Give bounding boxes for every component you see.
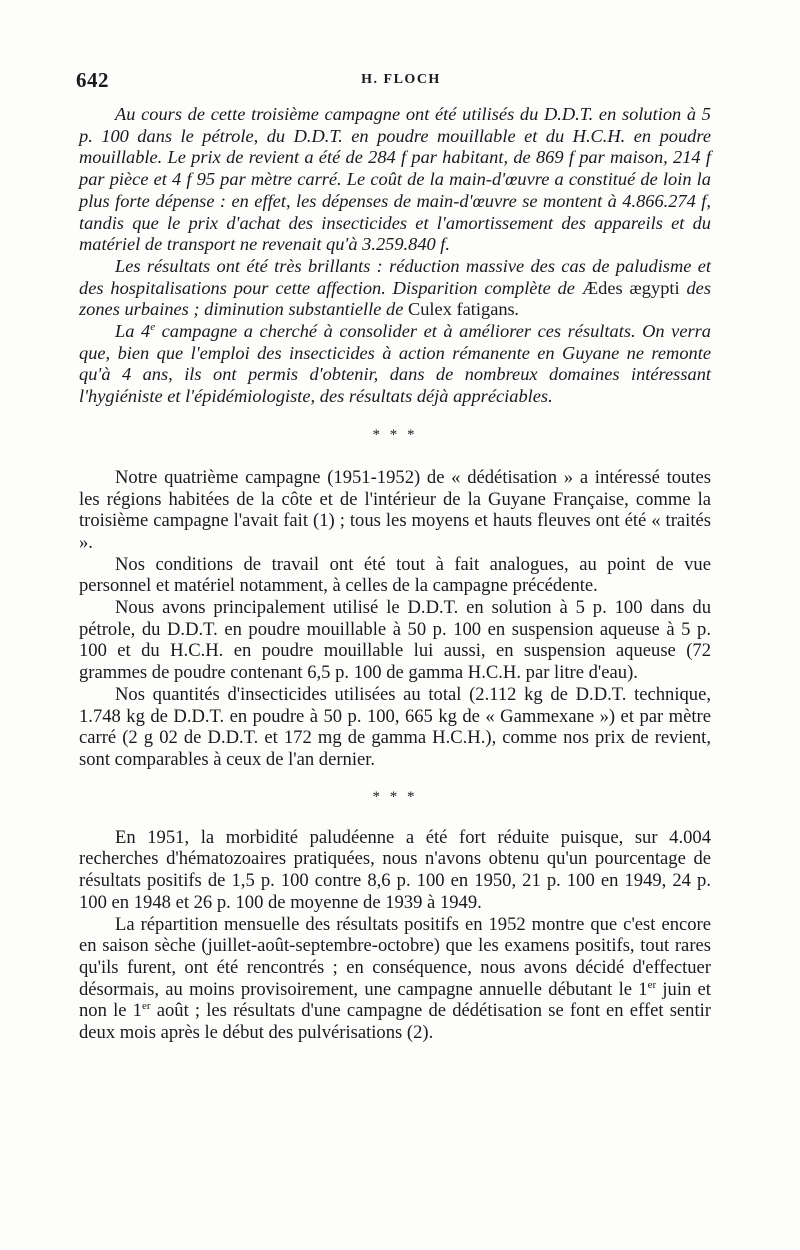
paragraph-work-conditions: Nos conditions de travail ont été tout à fait analogues, au point de vue personnel et matériel notamment, à celles de la campagne précédente. <box>79 553 711 597</box>
results-text-a: Les résultats ont été très brillants : réduction massive des cas de paludisme et des hospitalisations pour cette affection. Disparition complète de <box>79 255 711 298</box>
page-number: 642 <box>76 68 109 92</box>
paragraph-third-campaign-costs: Au cours de cette troisième campagne ont été utilisés du D.D.T. en solution à 5 p. 100 dans le pétrole, du D.D.T. en poudre mouillable et du H.C.H. en poudre mouillable. Le prix de revient a été de 284 f par habitant, de 869 f par maison, 214 f par pièce et 4 f 95 par mètre carré. Le coût de la main-d'œuvre a constitué de loin la plus forte dépense : en effet, les dépenses de main-d'œuvre se montent à 4.866.274 f, tandis que le prix d'achat des insecticides et l'amortissement des appareils et du matériel de transport ne revenait qu'à 3.259.840 f. <box>79 104 711 255</box>
paragraph-quantities: Nos quantités d'insecticides utilisées au total (2.112 kg de D.D.T. technique, 1.748 kg de D.D.T. en poudre à 50 p. 100, 665 kg de « Gammexane ») et par mètre carré (2 g 02 de D.D.T. et 172 mg de gamma H.C.H.), comme nos prix de revient, sont comparables à ceux de l'an dernier. <box>79 683 711 770</box>
distribution-text-a: La répartition mensuelle des résultats positifs en 1952 montre que c'est encore en saison sèche (juillet-août-septembre-octobre) que les examens positifs, tout rares qu'ils furent, ont été rencontrés ; en conséquence, nous avons décidé d'effectuer désormais, au moins provisoirement, une campagne annuelle débutant le 1 <box>79 913 711 1000</box>
section-break-asterism: * * * <box>372 788 418 805</box>
distribution-text-c: août ; les résultats d'une campagne de dédétisation se font en effet sentir deux mois après le début des pulvérisations (2). <box>79 1000 712 1044</box>
paragraph-insecticides-used: Nous avons principalement utilisé le D.D.T. en solution à 5 p. 100 dans du pétrole, du D.D.T. en poudre mouillable à 50 p. 100 en suspension aqueuse à 5 p. 100 et du H.C.H. en poudre mouillable lui aussi, en suspension aqueuse (72 grammes de poudre contenant 6,5 p. 100 de gamma H.C.H. par litre d'eau). <box>79 597 711 684</box>
paragraph-morbidity-1951: En 1951, la morbidité paludéenne a été fort réduite puisque, sur 4.004 recherches d'hématozoaires pratiquées, nous n'avons obtenu qu'un pourcentage de résultats positifs de 1,5 p. 100 contre 8,6 p. 100 en 1950, 21 p. 100 en 1949, 24 p. 100 en 1948 et 26 p. 100 de moyenne de 1939 à 1949. <box>79 826 711 913</box>
fourth-intro-b: campagne a cherché à consolider et à améliorer ces résultats. On verra que, bien que l'emploi des insecticides à action rémanente en Guyane ne remonte qu'à 4 ans, ils ont permis d'obtenir, dans de nombreux domaines intéressant l'hygiéniste et l'épidémiologiste, des résultats déjà appréciables. <box>79 321 712 407</box>
paragraph-fourth-campaign-intro <box>79 321 711 408</box>
results-text-c: . <box>514 299 520 320</box>
fourth-intro-a: La 4 <box>115 321 151 342</box>
paragraph-fourth-campaign: Notre quatrième campagne (1951-1952) de « dédétisation » a intéressé toutes les régions habitées de la côte et de l'intérieur de la Guyane Française, comme la troisième campagne l'avait fait (1) ; tous les moyens et hauts fleuves ont été « traités ». <box>79 466 711 553</box>
section-break-asterism: * * * <box>372 426 418 443</box>
article-body <box>79 104 711 1044</box>
paragraph-results <box>79 256 711 321</box>
species-aedes: Ædes ægypti <box>581 277 680 298</box>
page-header <box>76 68 726 98</box>
results-text-b: des zones urbaines ; diminution substantielle de <box>79 277 711 320</box>
ordinal-superscript: e <box>150 320 156 333</box>
ordinal-superscript: er <box>141 1000 151 1013</box>
paragraph-monthly-distribution <box>79 914 711 1044</box>
species-culex: Culex fatigans <box>407 299 515 320</box>
distribution-text-b: juin et non le 1 <box>79 978 711 1022</box>
ordinal-superscript: er <box>647 978 657 991</box>
running-title: H. FLOCH <box>361 72 441 87</box>
